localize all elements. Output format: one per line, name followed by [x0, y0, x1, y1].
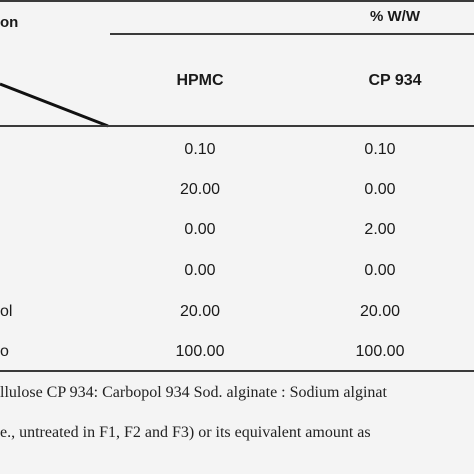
- cell-hpmc: 20.00: [179, 181, 221, 198]
- stub-diagonal-line: [0, 70, 120, 130]
- footnote-line: e., untreated in F1, F2 and F3) or its equivalent amount as: [0, 424, 371, 441]
- footnote-line: llulose CP 934: Carbopol 934 Sod. alginate : Sodium alginat: [0, 384, 387, 401]
- table-bottom-rule: [0, 370, 474, 372]
- group-header-rule: [110, 33, 474, 35]
- row-label: ol: [0, 303, 13, 320]
- group-header: % W/W: [370, 8, 420, 25]
- cell-cp934: 0.00: [364, 262, 396, 279]
- column-header-hpmc: HPMC: [176, 72, 224, 89]
- column-header-cp934: CP 934: [368, 72, 422, 89]
- cell-hpmc: 0.00: [184, 221, 216, 238]
- header-bottom-rule: [0, 125, 474, 127]
- cell-cp934: 0.10: [364, 141, 396, 158]
- cell-hpmc: 20.00: [179, 303, 221, 320]
- row-label: o: [0, 343, 9, 360]
- cell-cp934: 0.00: [364, 181, 396, 198]
- cell-hpmc: 100.00: [175, 343, 225, 360]
- cell-cp934: 20.00: [359, 303, 401, 320]
- cell-cp934: 100.00: [355, 343, 405, 360]
- table-top-rule: [0, 0, 474, 2]
- cell-hpmc: 0.10: [184, 141, 216, 158]
- stub-header: on: [0, 14, 19, 31]
- cell-cp934: 2.00: [364, 221, 396, 238]
- cell-hpmc: 0.00: [184, 262, 216, 279]
